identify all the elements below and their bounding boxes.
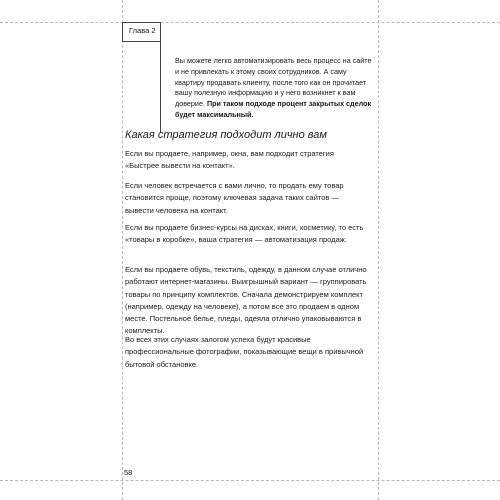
margin-guide-top: [0, 22, 500, 23]
callout-box: [175, 56, 375, 121]
margin-guide-bottom: [0, 480, 500, 481]
margin-guide-right: [378, 0, 379, 500]
margin-guide-left: [122, 0, 123, 500]
paragraph-3: Если вы продаете бизнес-курсы на дисках, книги, косметику, то есть «товары в коробке», ваша стратегия — автоматизация продаж.: [125, 223, 364, 245]
paragraph-5: Во всех этих случаях залогом успеха будут красивые профессиональные фотографии, показывающие вещи в привычной бытовой обстановке.: [125, 335, 364, 369]
paragraph-2: Если человек встречается с вами лично, то продать ему товар становится проще, поэтому ключевая задача таких сайтов — вывести человека на контакт.: [125, 181, 344, 215]
chapter-label: Глава 2: [129, 26, 156, 35]
callout-rule: [160, 22, 161, 133]
page-number: 58: [124, 468, 133, 477]
paragraph-1: Если вы продаете, например, окна, вам подходит стратегия «Быстрее вывести на контакт».: [125, 149, 334, 171]
callout-bold-text: При таком подходе процент закрытых сделок будет максимальный.: [175, 99, 372, 119]
section-heading: Какая стратегия подходит лично вам: [125, 129, 327, 141]
callout-text: Вы можете легко автоматизировать весь процесс на сайте и не привлекать к этому своих сотрудников. А саму квартиру продавать клиенту, после того как он прочитает вашу полезную информацию и у него возникнет к вам доверие.: [175, 56, 372, 109]
paragraph-4: Если вы продаете обувь, текстиль, одежду, в данном случае отлично работают интернет-магазины. Выигрышный вариант — группировать товары по принципу комплектов. Сначала демонстрируем комплект (например, одежду на человеке), а потом все это продаем в одном месте. Постельное белье, пледы, одеяла отлично упаковываются в комплекты.: [125, 265, 367, 336]
